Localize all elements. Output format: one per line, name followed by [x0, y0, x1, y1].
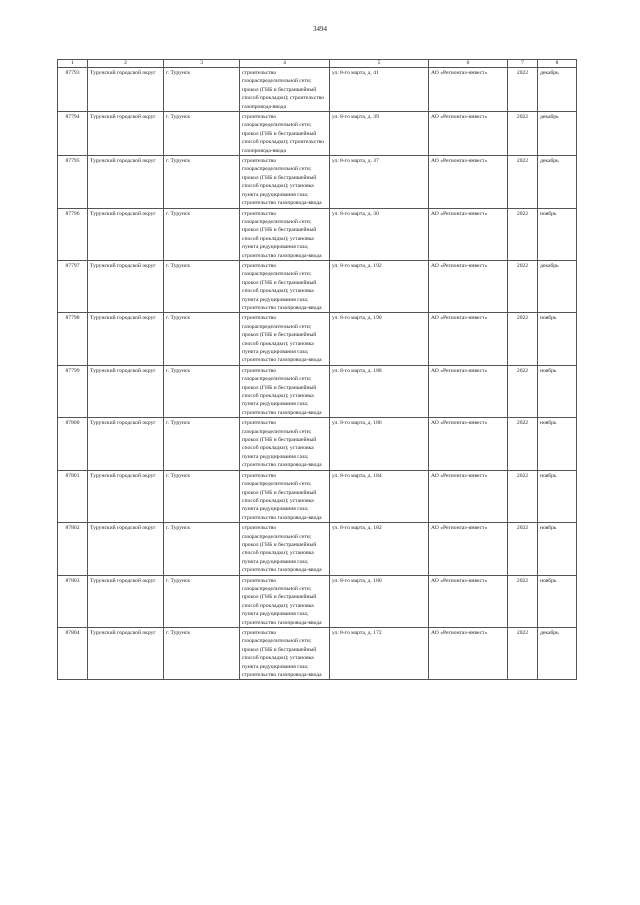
contractor-cell: АО «Регионгаз-инвест» [429, 208, 508, 260]
column-number: 4 [240, 60, 330, 68]
table-row [58, 628, 577, 680]
contractor-cell: АО «Регионгаз-инвест» [429, 112, 508, 156]
settlement-cell: г. Турунск [164, 628, 240, 680]
address-cell: ул. 8-го марта, д. 186 [330, 418, 429, 470]
address-cell: ул. 8-го марта, д. 37 [330, 156, 429, 208]
month-cell: ноябрь [538, 418, 577, 470]
work-type-cell: строительство газораспределительной сети; прокол (ГНБ и бестраншейный способ прокладки); установка пункта редуцирования газа; строительство газопровода-ввода [240, 418, 330, 470]
table-row [58, 523, 577, 575]
month-cell: ноябрь [538, 365, 577, 417]
settlement-cell: г. Турунск [164, 470, 240, 522]
address-cell: ул. 8-го марта, д. 192 [330, 260, 429, 312]
address-cell: ул. 8-го марта, д. 184 [330, 470, 429, 522]
district-cell: Турунский городской округ [88, 208, 164, 260]
month-cell: декабрь [538, 628, 577, 680]
work-type-cell: строительство газораспределительной сети; прокол (ГНБ и бестраншейный способ прокладки); строительство газопровода-ввода [240, 112, 330, 156]
address-cell: ул. 8-го марта, д. 190 [330, 313, 429, 365]
row-number: 87802 [58, 523, 88, 575]
work-type-cell: строительство газораспределительной сети; прокол (ГНБ и бестраншейный способ прокладки); установка пункта редуцирования газа; строительство газопровода-ввода [240, 313, 330, 365]
year-cell: 2022 [508, 365, 538, 417]
column-number-row [58, 60, 577, 68]
work-type-cell: строительство газораспределительной сети; прокол (ГНБ и бестраншейный способ прокладки); строительство газопровода-ввода [240, 68, 330, 112]
work-type-cell: строительство газораспределительной сети; прокол (ГНБ и бестраншейный способ прокладки); установка пункта редуцирования газа; строительство газопровода-ввода [240, 575, 330, 627]
district-cell: Турунский городской округ [88, 156, 164, 208]
district-cell: Турунский городской округ [88, 260, 164, 312]
settlement-cell: г. Турунск [164, 575, 240, 627]
contractor-cell: АО «Регионгаз-инвест» [429, 470, 508, 522]
contractor-cell: АО «Регионгаз-инвест» [429, 523, 508, 575]
work-type-cell: строительство газораспределительной сети; прокол (ГНБ и бестраншейный способ прокладки); установка пункта редуцирования газа; строительство газопровода-ввода [240, 523, 330, 575]
contractor-cell: АО «Регионгаз-инвест» [429, 156, 508, 208]
work-type-cell: строительство газораспределительной сети; прокол (ГНБ и бестраншейный способ прокладки); установка пункта редуцирования газа; строительство газопровода-ввода [240, 628, 330, 680]
column-number: 7 [508, 60, 538, 68]
month-cell: ноябрь [538, 523, 577, 575]
row-number: 87795 [58, 156, 88, 208]
district-cell: Турунский городской округ [88, 112, 164, 156]
district-cell: Турунский городской округ [88, 575, 164, 627]
address-cell: ул. 8-го марта, д. 30 [330, 208, 429, 260]
settlement-cell: г. Турунск [164, 68, 240, 112]
year-cell: 2022 [508, 418, 538, 470]
row-number: 87796 [58, 208, 88, 260]
contractor-cell: АО «Регионгаз-инвест» [429, 575, 508, 627]
work-type-cell: строительство газораспределительной сети; прокол (ГНБ и бестраншейный способ прокладки); установка пункта редуцирования газа; строительство газопровода-ввода [240, 365, 330, 417]
contractor-cell: АО «Регионгаз-инвест» [429, 365, 508, 417]
column-number: 1 [58, 60, 88, 68]
year-cell: 2022 [508, 112, 538, 156]
month-cell: декабрь [538, 112, 577, 156]
table-row [58, 365, 577, 417]
settlement-cell: г. Турунск [164, 156, 240, 208]
contractor-cell: АО «Регионгаз-инвест» [429, 628, 508, 680]
work-type-cell: строительство газораспределительной сети; прокол (ГНБ и бестраншейный способ прокладки); установка пункта редуцирования газа; строительство газопровода-ввода [240, 208, 330, 260]
contractor-cell: АО «Регионгаз-инвест» [429, 68, 508, 112]
work-type-cell: строительство газораспределительной сети; прокол (ГНБ и бестраншейный способ прокладки); установка пункта редуцирования газа; строительство газопровода-ввода [240, 260, 330, 312]
district-cell: Турунский городской округ [88, 313, 164, 365]
district-cell: Турунский городской округ [88, 523, 164, 575]
table-row [58, 112, 577, 156]
year-cell: 2022 [508, 260, 538, 312]
column-number: 6 [429, 60, 508, 68]
table-row [58, 470, 577, 522]
table-row [58, 260, 577, 312]
address-cell: ул. 8-го марта, д. 180 [330, 575, 429, 627]
year-cell: 2022 [508, 68, 538, 112]
row-number: 87804 [58, 628, 88, 680]
address-cell: ул. 8-го марта, д. 188 [330, 365, 429, 417]
year-cell: 2022 [508, 208, 538, 260]
table-row [58, 313, 577, 365]
settlement-cell: г. Турунск [164, 313, 240, 365]
district-cell: Турунский городской округ [88, 628, 164, 680]
column-number: 8 [538, 60, 577, 68]
row-number: 87797 [58, 260, 88, 312]
year-cell: 2022 [508, 628, 538, 680]
column-number: 2 [88, 60, 164, 68]
year-cell: 2022 [508, 575, 538, 627]
work-type-cell: строительство газораспределительной сети; прокол (ГНБ и бестраншейный способ прокладки); установка пункта редуцирования газа; строительство газопровода-ввода [240, 156, 330, 208]
year-cell: 2022 [508, 313, 538, 365]
district-cell: Турунский городской округ [88, 418, 164, 470]
settlement-cell: г. Турунск [164, 418, 240, 470]
address-cell: ул. 8-го марта, д. 39 [330, 112, 429, 156]
settlement-cell: г. Турунск [164, 112, 240, 156]
table-row [58, 156, 577, 208]
month-cell: ноябрь [538, 313, 577, 365]
district-cell: Турунский городской округ [88, 470, 164, 522]
settlement-cell: г. Турунск [164, 208, 240, 260]
settlement-cell: г. Турунск [164, 365, 240, 417]
row-number: 87798 [58, 313, 88, 365]
district-cell: Турунский городской округ [88, 68, 164, 112]
contractor-cell: АО «Регионгаз-инвест» [429, 418, 508, 470]
year-cell: 2022 [508, 156, 538, 208]
address-cell: ул. 8-го марта, д. 172 [330, 628, 429, 680]
month-cell: ноябрь [538, 470, 577, 522]
contractor-cell: АО «Регионгаз-инвест» [429, 260, 508, 312]
column-number: 3 [164, 60, 240, 68]
work-type-cell: строительство газораспределительной сети; прокол (ГНБ и бестраншейный способ прокладки); установка пункта редуцирования газа; строительство газопровода-ввода [240, 470, 330, 522]
month-cell: ноябрь [538, 208, 577, 260]
month-cell: декабрь [538, 260, 577, 312]
row-number: 87799 [58, 365, 88, 417]
year-cell: 2022 [508, 523, 538, 575]
row-number: 87803 [58, 575, 88, 627]
year-cell: 2022 [508, 470, 538, 522]
month-cell: декабрь [538, 68, 577, 112]
column-number: 5 [330, 60, 429, 68]
contractor-cell: АО «Регионгаз-инвест» [429, 313, 508, 365]
district-cell: Турунский городской округ [88, 365, 164, 417]
row-number: 87801 [58, 470, 88, 522]
page-number: 3494 [313, 25, 327, 33]
settlement-cell: г. Турунск [164, 260, 240, 312]
table-body [58, 68, 577, 680]
row-number: 87800 [58, 418, 88, 470]
address-cell: ул. 8-го марта, д. 41 [330, 68, 429, 112]
table-row [58, 418, 577, 470]
table-row [58, 575, 577, 627]
month-cell: декабрь [538, 156, 577, 208]
table-row [58, 68, 577, 112]
row-number: 87794 [58, 112, 88, 156]
settlement-cell: г. Турунск [164, 523, 240, 575]
gasification-table [57, 59, 577, 680]
month-cell: ноябрь [538, 575, 577, 627]
table-row [58, 208, 577, 260]
row-number: 87793 [58, 68, 88, 112]
address-cell: ул. 8-го марта, д. 182 [330, 523, 429, 575]
